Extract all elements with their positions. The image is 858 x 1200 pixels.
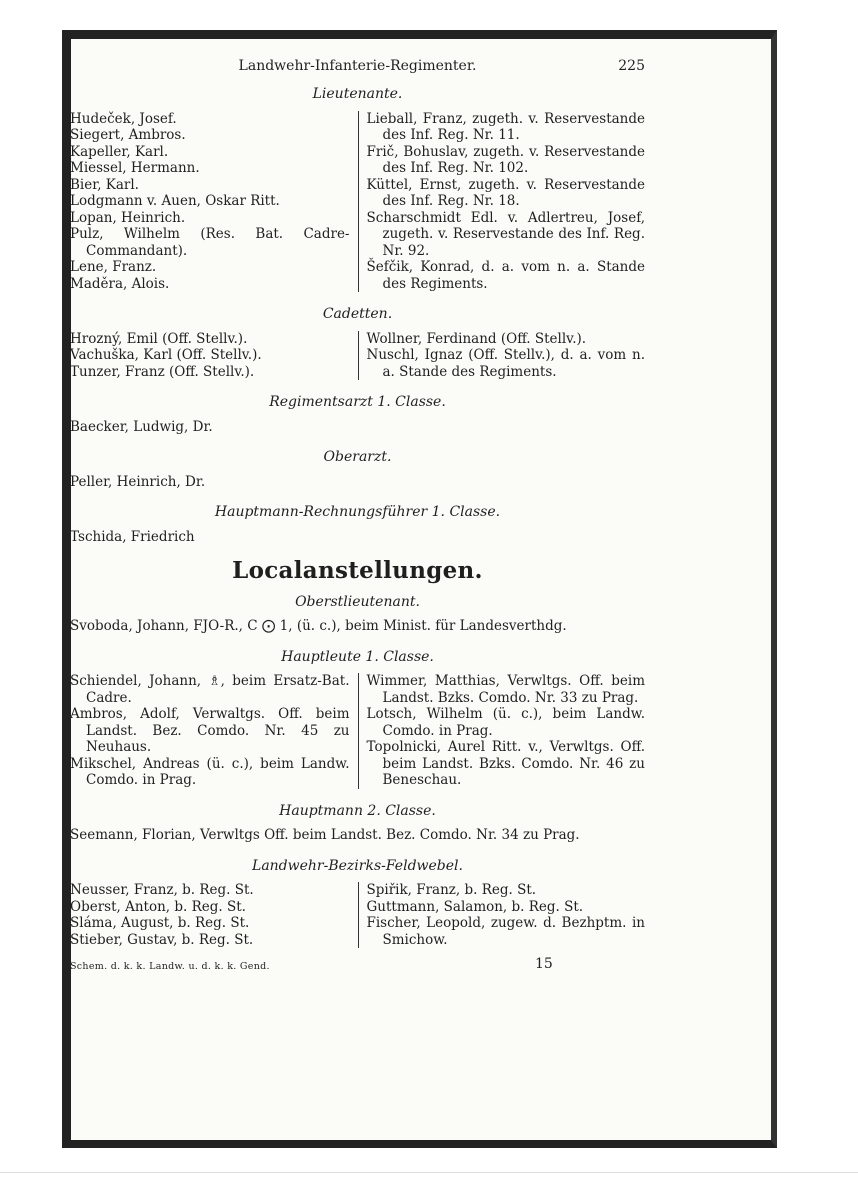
list-item: Miessel, Hermann. [70,160,200,176]
feldwebel-right [358,882,646,948]
list-item: Bier, Karl. [70,176,139,193]
list-item: Mikschel, Andreas (ü. c.), beim Landw. Comdo. in Prag. [70,755,350,788]
list-item: Siegert, Ambros. [70,127,186,143]
list-item: Stieber, Gustav, b. Reg. St. [70,931,254,948]
section-title-oberstlieutenant: Oberstlieutenant. [295,593,420,610]
lieutenante-columns [70,111,645,293]
list-item: Guttmann, Salamon, b. Reg. St. [366,898,584,915]
lieutenante-left [70,111,358,293]
section-title-cadetten: Cadetten. [322,306,393,322]
list-item: Schiendel, Johann, ♗, beim Ersatz-Bat. Cadre. [70,673,350,706]
list-item: Lene, Franz. [70,259,157,275]
section-title-hauptmann2: Hauptmann 2. Classe. [279,802,436,819]
list-item: Maděra, Alois. [70,275,170,292]
section-title-feldwebel: Landwehr-Bezirks-Feldwebel. [252,857,463,874]
feldwebel-left [70,882,358,948]
list-item: Ambros, Adolf, Verwaltgs. Off. beim Landst. Bez. Comdo. Nr. 45 zu Neuhaus. [70,706,350,755]
oberarzt-entry: Peller, Heinrich, Dr. [70,473,206,490]
list-item: Neusser, Franz, b. Reg. St. [70,882,254,898]
page-edge [0,1172,858,1173]
running-head-title: Landwehr-Infanterie-Regimenter. [238,58,477,74]
list-item: Sláma, August, b. Reg. St. [70,915,250,931]
page-number: 225 [618,58,645,74]
section-title-hauptleute: Hauptleute 1. Classe. [281,648,434,665]
hauptleute-columns [70,673,645,789]
section-title-rechnungsfuehrer: Hauptmann-Rechnungsführer 1. Classe. [214,504,501,520]
section-title-regimentsarzt: Regimentsarzt 1. Classe. [269,394,446,410]
list-item: Oberst, Anton, b. Reg. St. [70,898,246,915]
list-item: Kapeller, Karl. [70,143,169,160]
cadetten-columns [70,331,645,381]
list-item: Lopan, Heinrich. [70,209,186,226]
section-title-oberarzt: Oberarzt. [323,449,392,465]
list-item: Vachuška, Karl (Off. Stellv.). [70,347,262,363]
list-item: Lieball, Franz, zugeth. v. Reservestande des Inf. Reg. Nr. 11. [366,110,645,143]
list-item: Tunzer, Franz (Off. Stellv.). [70,363,255,380]
list-item: Nuschl, Ignaz (Off. Stellv.), d. a. vom n. a. Stande des Regiments. [366,347,645,380]
list-item: Frič, Bohuslav, zugeth. v. Reservestande des Inf. Reg. Nr. 102. [366,143,645,176]
list-item: Küttel, Ernst, zugeth. v. Reservestande des Inf. Reg. Nr. 18. [366,176,645,209]
hauptleute-left [70,673,358,789]
rechnungsfuehrer-entry: Tschida, Friedrich [70,528,195,545]
page-footer [70,956,645,976]
localanstellungen-heading: Localanstellungen. [232,557,483,584]
list-item: Topolnicki, Aurel Ritt. v., Verwltgs. Off. beim Landst. Bzks. Comdo. Nr. 46 zu Beneschau. [366,739,645,788]
list-item: Hudeček, Josef. [70,110,177,127]
list-item: Wimmer, Matthias, Verwltgs. Off. beim Landst. Bzks. Comdo. Nr. 33 zu Prag. [366,673,645,706]
list-item: Pulz, Wilhelm (Res. Bat. Cadre-Commandant). [70,226,350,259]
hauptleute-right [358,673,646,789]
cadetten-right [358,331,646,381]
list-item: Wollner, Ferdinand (Off. Stellv.). [366,330,587,347]
hauptmann2-entry: Seemann, Florian, Verwltgs Off. beim Landst. Bez. Comdo. Nr. 34 zu Prag. [70,827,580,843]
page-content [70,58,645,976]
footer-imprint: Schem. d. k. k. Landw. u. d. k. k. Gend. [70,961,270,972]
feldwebel-columns [70,882,645,948]
list-item: Hrozný, Emil (Off. Stellv.). [70,330,248,347]
list-item: Scharschmidt Edl. v. Adlertreu, Josef, zugeth. v. Reservestande des Inf. Reg. Nr. 92. [366,209,645,259]
cadetten-left [70,331,358,381]
signature-mark: 15 [535,956,553,972]
list-item: Lodgmann v. Auen, Oskar Ritt. [70,193,280,209]
list-item: Lotsch, Wilhelm (ü. c.), beim Landw. Comdo. in Prag. [366,706,645,739]
lieutenante-right [358,111,646,293]
oberstlieutenant-entry: Svoboda, Johann, FJO-R., C ⨀ 1, (ü. c.), beim Minist. für Landesverthdg. [70,618,567,634]
running-head [70,58,645,78]
list-item: Fischer, Leopold, zugew. d. Bezhptm. in Smichow. [366,915,645,948]
list-item: Šefčik, Konrad, d. a. vom n. a. Stande des Regiments. [366,259,645,292]
regimentsarzt-entry: Baecker, Ludwig, Dr. [70,418,213,435]
list-item: Spiřik, Franz, b. Reg. St. [366,882,537,898]
section-title-lieutenante: Lieutenante. [312,86,403,102]
